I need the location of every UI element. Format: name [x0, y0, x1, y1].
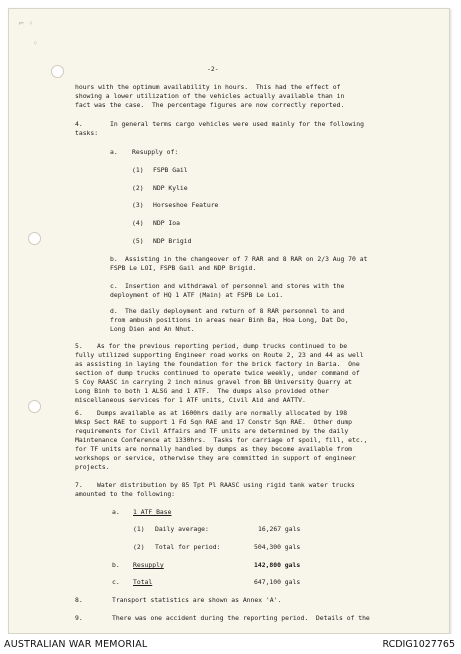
page-number: -2- — [207, 65, 219, 73]
text-line: Long Dien and An Nhut. — [110, 325, 195, 333]
para-number: 8. — [75, 596, 83, 604]
sub-label: b. — [112, 561, 120, 569]
stat-value: 647,100 gals — [254, 578, 301, 586]
text-line: The daily deployment and return of 8 RAR personnel to and — [125, 307, 345, 315]
staple-mark: ⌐ ◦ — [19, 19, 34, 28]
stat-value: 16,267 gals — [258, 525, 301, 533]
text-line: miscellaneous services for 1 ATF units, Civil Aid and AATTV. — [75, 396, 306, 404]
text-line: 5 Coy RAASC in carrying 2 inch minus gravel from BB University Quarry at — [75, 378, 353, 386]
sub-label: c. — [112, 578, 120, 586]
list-number: (3) — [132, 201, 144, 209]
text-line: In general terms cargo vehicles were used mainly for the following — [110, 120, 364, 128]
text-line: requirements for Civil Affairs and TF units are determined by the daily — [75, 427, 349, 435]
text-line: section of dump trucks continued to operate twice weekly, under command of — [75, 369, 360, 377]
stat-value: 504,300 gals — [254, 543, 301, 551]
text-line: As for the previous reporting period, dump trucks continued to be — [97, 342, 348, 350]
text-line: Long Binh to both 1 ALSG and 1 ATF. The dumps also provided other — [75, 387, 329, 395]
text-line: as assisting in laying the foundation for the brick factory in Baria. One — [75, 360, 360, 368]
stat-label: Total for period: — [155, 543, 221, 551]
text-line: deployment of HQ 1 ATF (Main) at FSPB Le Loi. — [110, 291, 284, 299]
list-item: Horseshoe Feature — [153, 201, 219, 209]
para-number: 9. — [75, 614, 83, 622]
text-line: fact was the case. The percentage figures are now correctly reported. — [75, 101, 345, 109]
para-number: 7. — [75, 481, 83, 489]
sub-label: c. — [110, 282, 118, 290]
text-line: fully utilized supporting Engineer road works on Route 2, 23 and 44 as well — [75, 351, 364, 359]
list-item: FSPB Gail — [153, 166, 188, 174]
text-line: FSPB Le LOI, FSPB Gail and NDP Brigid. — [110, 264, 257, 272]
text-line: Insertion and withdrawal of personnel and stores with the — [125, 282, 345, 290]
text-line: amounted to the following: — [75, 490, 176, 498]
archive-name: AUSTRALIAN WAR MEMORIAL — [4, 639, 148, 650]
text-line: Maintenance Conference at 1330hrs. Tasks for carriage of spoil, fill, etc., — [75, 436, 368, 444]
total-heading: Total — [133, 578, 153, 586]
list-number: (2) — [132, 184, 144, 192]
sub-label: d. — [110, 307, 118, 315]
record-id: RCDIG1027765 — [382, 639, 455, 650]
list-number: (1) — [133, 525, 145, 533]
para-number: 6. — [75, 409, 83, 417]
para-number: 4. — [75, 120, 83, 128]
text-line: tasks: — [75, 129, 99, 137]
para-number: 5. — [75, 342, 83, 350]
text-line: Water distribution by 85 Tpt Pl RAASC using rigid tank water trucks — [97, 481, 355, 489]
punch-hole-top — [51, 65, 64, 78]
text-line: Wksp Sect RAE to support 1 Fd Sqn RAE and 17 Constr Sqn RAE. Other dump — [75, 418, 353, 426]
list-number: (4) — [132, 219, 144, 227]
text-line: hours with the optimum availability in hours. This had the effect of — [75, 83, 341, 91]
resupply-heading: Resupply — [133, 561, 164, 569]
list-number: (1) — [132, 166, 144, 174]
text-line: workshops or service, otherwise they are committed in support of engineer — [75, 454, 356, 462]
text-line: projects. — [75, 463, 110, 471]
list-item: NDP Kylie — [153, 184, 188, 192]
list-item: NDP Brigid — [153, 237, 192, 245]
text-line: for TF units are normally handled by dumps as they become available from — [75, 445, 353, 453]
list-number: (2) — [133, 543, 145, 551]
sub-label: a. — [112, 508, 120, 516]
text-line: Dumps available as at 1600hrs daily are normally allocated by 198 — [97, 409, 348, 417]
list-number: (5) — [132, 237, 144, 245]
text-line: showing a lower utilization of the vehicles actually available than in — [75, 92, 345, 100]
punch-hole-bottom — [28, 400, 41, 413]
stat-label: Daily average: — [155, 525, 209, 533]
sub-label: a. — [110, 148, 118, 156]
text-line: Transport statistics are shown as Annex 'A'. — [112, 596, 282, 604]
punch-hole-middle — [28, 232, 41, 245]
list-item: NDP Ioa — [153, 219, 180, 227]
water-base-heading: 1 ATF Base — [133, 508, 172, 516]
staple-mark-2: ◦ — [33, 39, 38, 48]
stat-value: 142,800 gals — [254, 561, 301, 569]
text-line: Assisting in the changeover of 7 RAR and 8 RAR on 2/3 Aug 70 at — [125, 255, 368, 263]
text-line: Resupply of: — [132, 148, 179, 156]
text-line: from ambush positions in areas near Binh Ba, Hoa Long, Dat Do, — [110, 316, 349, 324]
text-line: There was one accident during the reporting period. Details of the — [112, 614, 370, 622]
sub-label: b. — [110, 255, 118, 263]
archive-footer — [0, 634, 461, 654]
